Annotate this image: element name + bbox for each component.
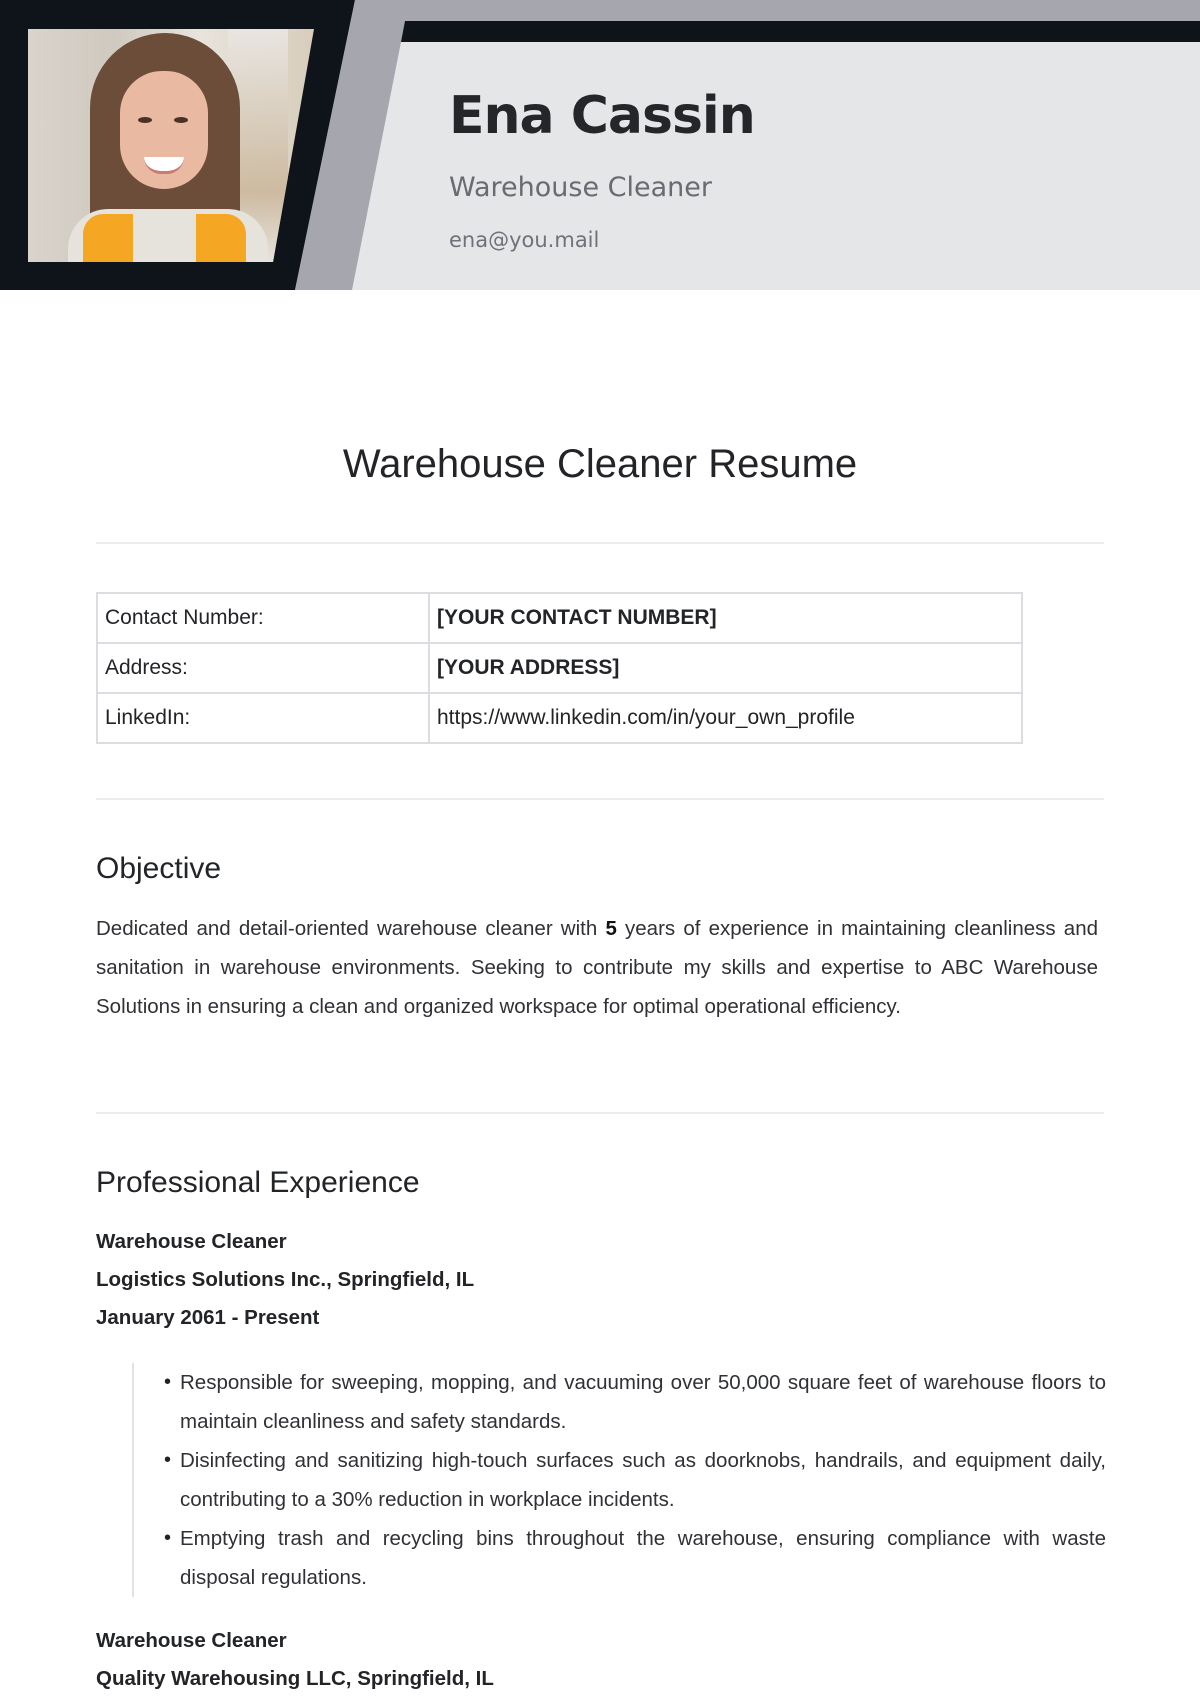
document-title: Warehouse Cleaner Resume [342, 442, 858, 486]
candidate-name: Ena Cassin [449, 86, 755, 146]
job-title: Warehouse Cleaner [96, 1230, 287, 1253]
job-title: Warehouse Cleaner [96, 1629, 287, 1652]
list-item: • Responsible for sweeping, mopping, and vacuuming over 50,000 square feet of warehouse floors to maintain cleanliness and safety standards. [164, 1363, 1106, 1441]
address-label: Address: [97, 643, 429, 693]
candidate-email[interactable]: ena@you.mail [449, 228, 600, 252]
job-1-meta [96, 1223, 474, 1337]
job-company: Quality Warehousing LLC, Springfield, IL [96, 1667, 494, 1690]
experience-heading: Professional Experience [96, 1166, 420, 1199]
contact-table [96, 592, 1023, 744]
divider [96, 1112, 1104, 1114]
job-2-meta [96, 1622, 494, 1698]
years-experience: 5 [605, 917, 617, 940]
divider [96, 798, 1104, 800]
candidate-job-title: Warehouse Cleaner [449, 172, 712, 203]
header-top-band [405, 0, 1200, 21]
contact-number-label: Contact Number: [97, 593, 429, 643]
divider [96, 542, 1104, 544]
objective-text: Dedicated and detail-oriented warehouse cleaner with 5 years of experience in maintaining cleanliness and sanitation in warehouse environments. Seeking to contribute my skills and expertise to ABC Warehouse Solutions in ensuring a clean and organized workspace for optimal operational efficiency. [96, 917, 1098, 1018]
table-row [97, 593, 1022, 643]
address-value: [YOUR ADDRESS] [429, 643, 1022, 693]
job-1-bullets [132, 1363, 1106, 1597]
linkedin-link[interactable]: https://www.linkedin.com/in/your_own_profile [429, 693, 1022, 743]
table-row [97, 693, 1022, 743]
list-item: • Emptying trash and recycling bins throughout the warehouse, ensuring compliance with waste disposal regulations. [164, 1519, 1106, 1597]
job-company: Logistics Solutions Inc., Springfield, IL [96, 1268, 475, 1291]
linkedin-label: LinkedIn: [97, 693, 429, 743]
contact-number-value: [YOUR CONTACT NUMBER] [429, 593, 1022, 643]
list-item: • Disinfecting and sanitizing high-touch surfaces such as doorknobs, handrails, and equipment daily, contributing to a 30% reduction in workplace incidents. [164, 1441, 1106, 1519]
job-dates: January 2061 - Present [96, 1306, 320, 1329]
profile-photo [28, 29, 314, 262]
objective-heading: Objective [96, 852, 222, 885]
table-row [97, 643, 1022, 693]
resume-header [0, 0, 1200, 290]
